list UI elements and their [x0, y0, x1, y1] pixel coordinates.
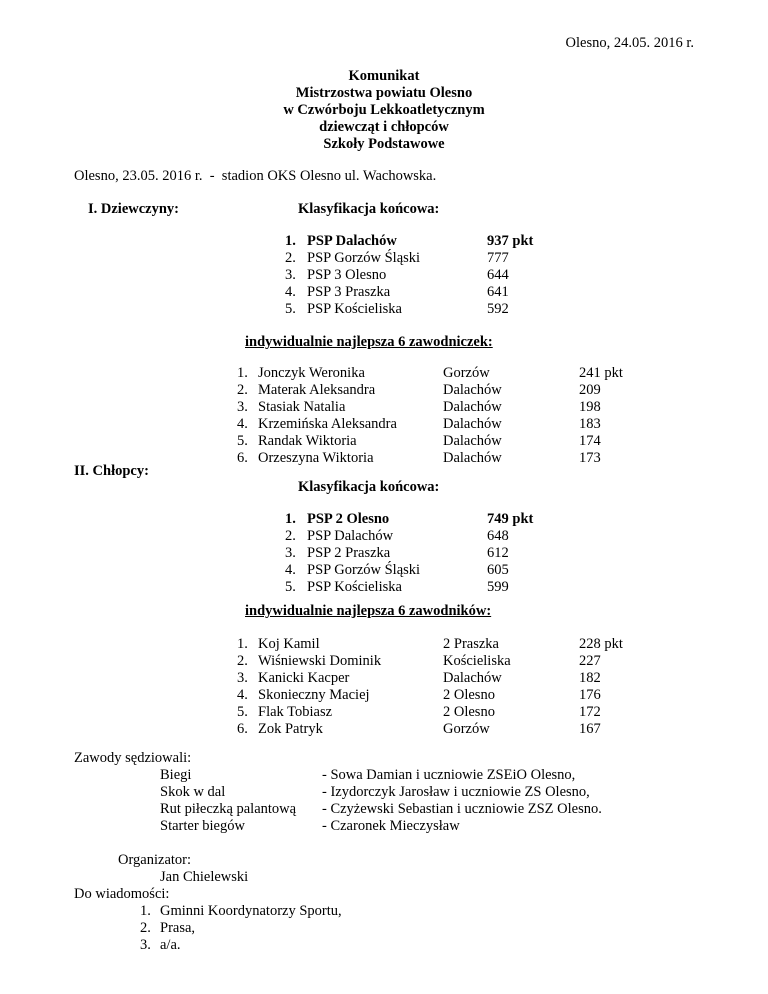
title-line-5: Szkoły Podstawowe	[323, 136, 445, 152]
girls-heading: I. Dziewczyny:	[88, 201, 180, 217]
recipients-heading: Do wiadomości:	[74, 886, 170, 902]
boys-heading: II. Chłopcy:	[74, 463, 149, 479]
boys-individual-heading: indywidualnie najlepsza 6 zawodników:	[245, 603, 492, 619]
girls-classification-heading: Klasyfikacja końcowa:	[298, 201, 440, 217]
organizer-name: Jan Chielewski	[160, 869, 249, 885]
title-line-1: Komunikat	[348, 68, 420, 84]
document-date: Olesno, 24.05. 2016 r.	[565, 35, 694, 51]
title-line-4: dziewcząt i chłopców	[319, 119, 449, 135]
event-line: Olesno, 23.05. 2016 r. - stadion OKS Olesno ul. Wachowska.	[74, 168, 437, 184]
title-line-3: w Czwórboju Lekkoatletycznym	[283, 102, 485, 118]
boys-classification-heading: Klasyfikacja końcowa:	[298, 479, 440, 495]
organizer-label: Organizator:	[118, 852, 192, 868]
title-line-2: Mistrzostwa powiatu Olesno	[295, 85, 473, 101]
judges-heading: Zawody sędziowali:	[74, 750, 192, 766]
girls-individual-heading: indywidualnie najlepsza 6 zawodniczek:	[245, 334, 493, 350]
